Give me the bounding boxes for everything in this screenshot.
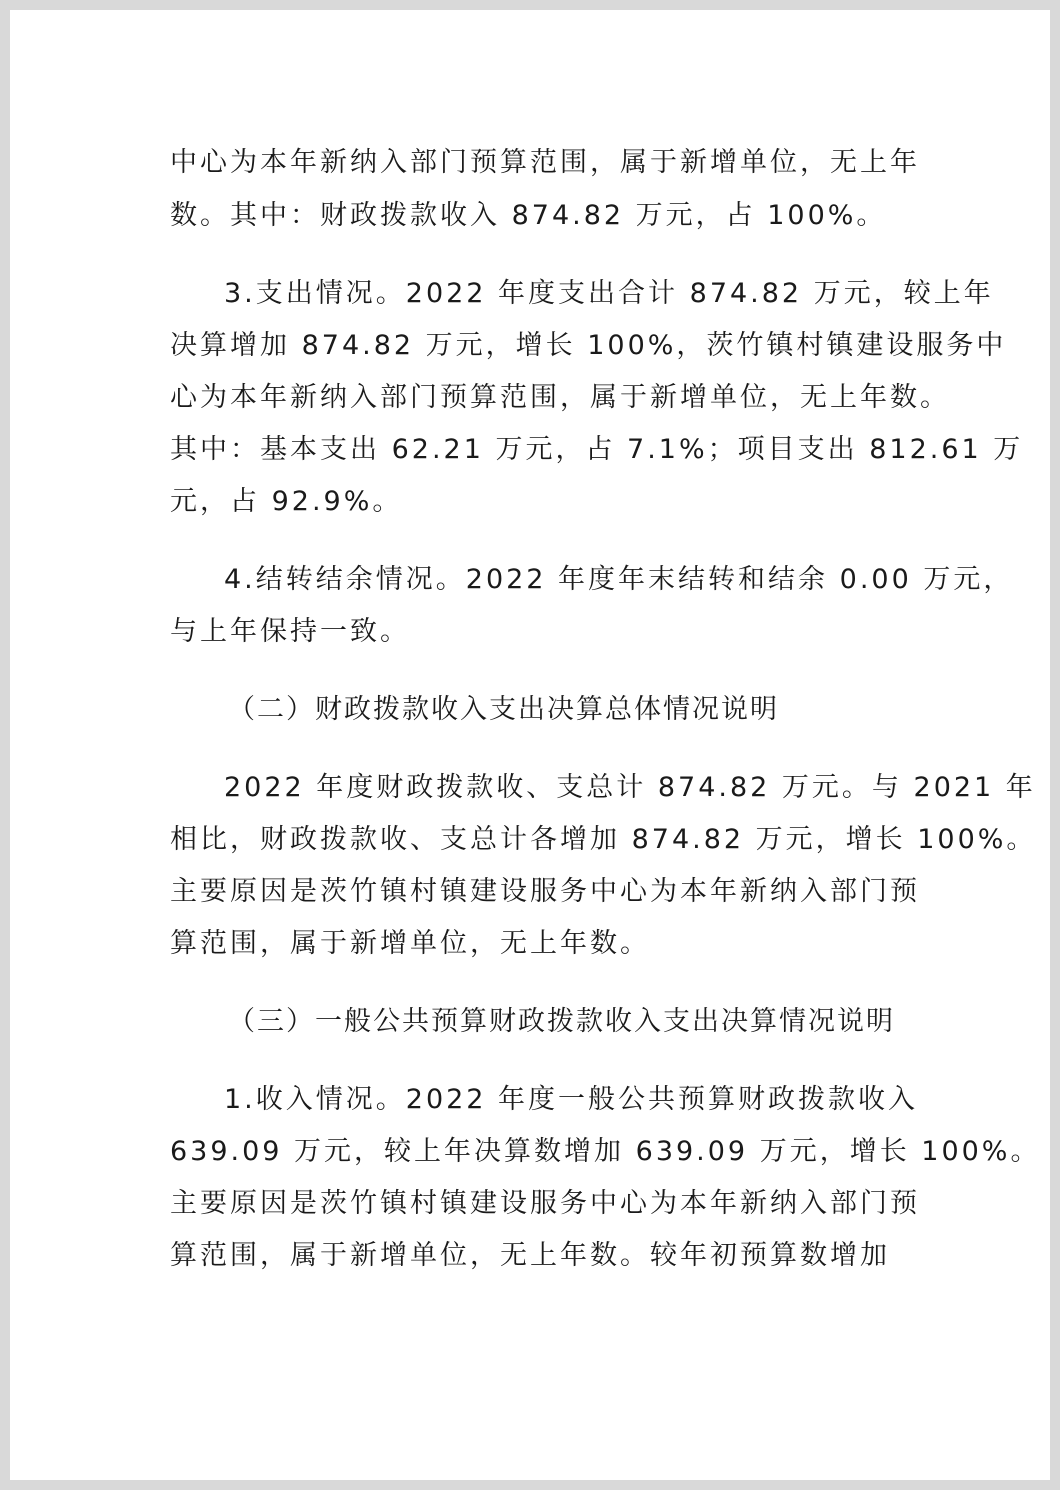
paragraph-line: 3.支出情况。2022 年度支出合计 874.82 万元，较上年 <box>224 278 994 309</box>
paragraph-line: 639.09 万元，较上年决算数增加 639.09 万元，增长 100%。 <box>170 1136 1041 1167</box>
section-heading: （二）财政拨款收入支出决算总体情况说明 <box>228 694 779 725</box>
paragraph-line: 主要原因是茨竹镇村镇建设服务中心为本年新纳入部门预 <box>170 1188 920 1219</box>
paragraph-line: 算范围，属于新增单位，无上年数。较年初预算数增加 <box>170 1240 890 1271</box>
paragraph-line: 决算增加 874.82 万元，增长 100%，茨竹镇村镇建设服务中 <box>170 330 1007 361</box>
paragraph-line: 4.结转结余情况。2022 年度年末结转和结余 0.00 万元， <box>224 564 1014 595</box>
paragraph-line: 其中：基本支出 62.21 万元，占 7.1%；项目支出 812.61 万 <box>170 434 1024 465</box>
paragraph-line: 2022 年度财政拨款收、支总计 874.82 万元。与 2021 年 <box>224 772 1036 803</box>
document-page <box>10 10 1050 1480</box>
paragraph-line: 相比，财政拨款收、支总计各增加 874.82 万元，增长 100%。 <box>170 824 1037 855</box>
paragraph-line: 数。其中：财政拨款收入 874.82 万元，占 100%。 <box>170 200 887 231</box>
paragraph-line: 心为本年新纳入部门预算范围，属于新增单位，无上年数。 <box>170 382 950 413</box>
paragraph-line: 元，占 92.9%。 <box>170 486 403 517</box>
paragraph-line: 与上年保持一致。 <box>170 616 410 647</box>
paragraph-line: 中心为本年新纳入部门预算范围，属于新增单位，无上年 <box>170 147 920 178</box>
paragraph-line: 1.收入情况。2022 年度一般公共预算财政拨款收入 <box>224 1084 919 1115</box>
paragraph-line: 主要原因是茨竹镇村镇建设服务中心为本年新纳入部门预 <box>170 876 920 907</box>
section-heading: （三）一般公共预算财政拨款收入支出决算情况说明 <box>228 1006 895 1037</box>
paragraph-line: 算范围，属于新增单位，无上年数。 <box>170 928 650 959</box>
